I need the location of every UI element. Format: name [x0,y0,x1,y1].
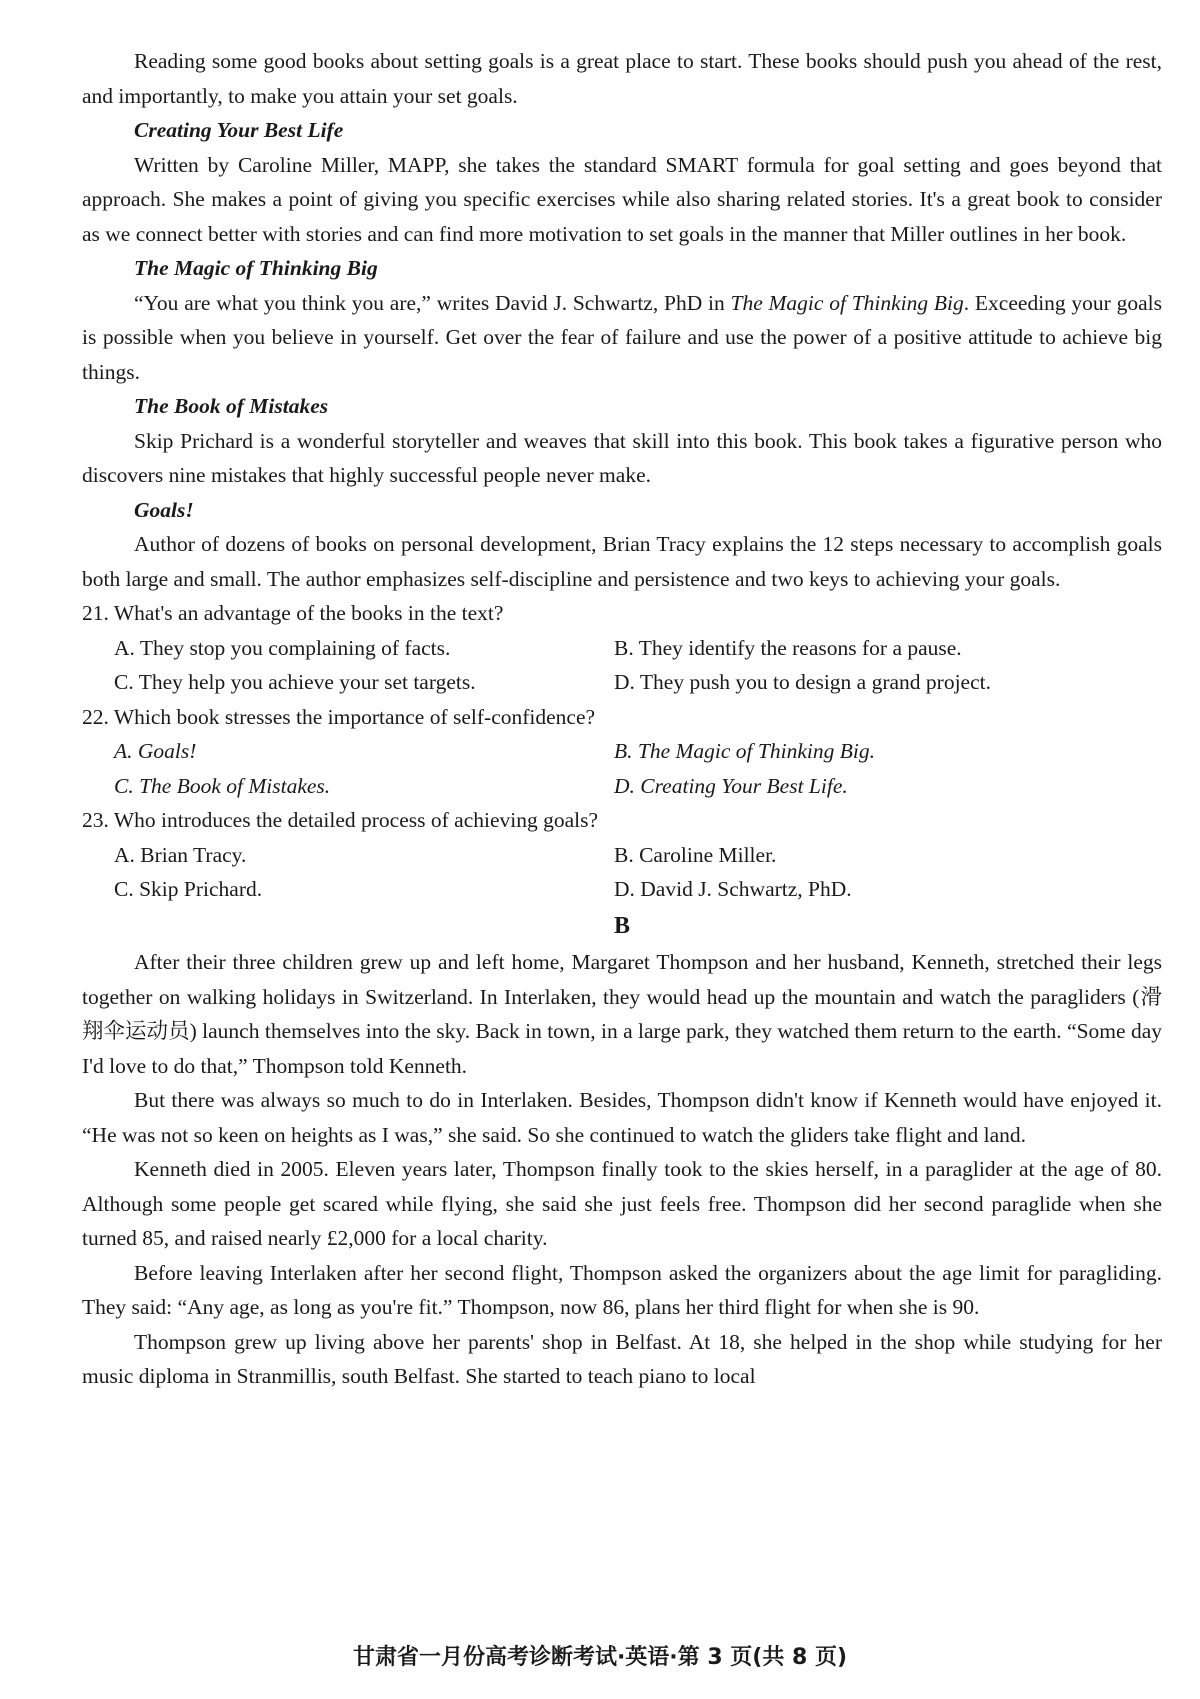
book-desc-magic-of-thinking-big [82,286,1162,390]
section-b-heading: B [613,912,630,939]
option-21-b[interactable]: B. They identify the reasons for a pause. [614,635,962,660]
question-22-stem: 22. Which book stresses the importance of self-confidence? [82,704,596,729]
page-content [82,44,1162,1394]
book-title-book-of-mistakes: The Book of Mistakes [134,394,329,418]
question-21-stem: 21. What's an advantage of the books in the text? [82,601,504,625]
book-desc-creating-your-best-life: Written by Caroline Miller, MAPP, she takes the standard SMART formula for goal setting and goes beyond that approach. She makes a point of giving you specific exercises while also sharing related stories. It's a great book to consider as we connect better with stories and can find more motivation to set goals in the manner that Miller outlines in her book. [82,152,1162,246]
option-23-a[interactable]: A. Brian Tracy. [114,842,247,867]
option-23-b[interactable]: B. Caroline Miller. [614,842,777,867]
question-22-options [114,734,1162,803]
book-desc-book-of-mistakes: Skip Prichard is a wonderful storyteller and weaves that skill into this book. This book takes a figurative person who discovers nine mistakes that highly successful people never make. [82,428,1162,487]
option-22-c[interactable]: C. The Book of Mistakes. [114,773,331,798]
book-title-goals: Goals! [134,497,194,522]
question-23-options [114,838,1162,907]
page-footer: 甘肃省一月份高考诊断考试·英语·第 3 页(共 8 页) [352,1645,848,1670]
option-22-d[interactable]: D. Creating Your Best Life. [614,773,848,798]
option-21-d[interactable]: D. They push you to design a grand project. [614,670,991,694]
desc-text-start: “You are what you think you are,” writes David J. Schwartz, PhD in [134,290,731,315]
book-desc-goals: Author of dozens of books on personal development, Brian Tracy explains the 12 steps necessary to accomplish goals both large and small. The author emphasizes self-discipline and persistence and two keys to achieving your goals. [82,532,1162,591]
passage-b-paragraph-5: Thompson grew up living above her parents' shop in Belfast. At 18, she helped in the shop while studying for her music diploma in Stranmillis, south Belfast. She started to teach piano to local [82,1329,1162,1388]
desc-book-title: The Magic of Thinking Big [730,290,964,315]
book-title-creating-your-best-life: Creating Your Best Life [134,118,344,142]
passage-b-paragraph-1: After their three children grew up and left home, Margaret Thompson and her husband, Kenneth, stretched their legs together on walking holidays in Switzerland. In Interlaken, they would head up the mountain and watch the paragliders (滑翔伞运动员) launch themselves into the sky. Back in town, in a large park, they watched them return to the earth. “Some day I'd love to do that,” Thompson told Kenneth. [82,950,1162,1078]
option-22-a[interactable]: A. Goals! [114,739,197,763]
question-21-options [114,631,1162,700]
option-21-c[interactable]: C. They help you achieve your set targets. [114,670,476,694]
option-23-d[interactable]: D. David J. Schwartz, PhD. [614,877,852,901]
passage-b-paragraph-4: Before leaving Interlaken after her second flight, Thompson asked the organizers about the age limit for paragliding. They said: “Any age, as long as you're fit.” Thompson, now 86, plans her third flight for when she is 90. [82,1260,1162,1319]
passage-b-paragraph-3: Kenneth died in 2005. Eleven years later, Thompson finally took to the skies herself, in a paraglider at the age of 80. Although some people get scared while flying, she said she just feels free. Thompson did her second paraglide when she turned 85, and raised nearly £2,000 for a local charity. [82,1157,1162,1250]
passage-b-paragraph-2: But there was always so much to do in Interlaken. Besides, Thompson didn't know if Kenneth would have enjoyed it. “He was not so keen on heights as I was,” she said. So she continued to watch the gliders take flight and land. [82,1088,1162,1147]
option-22-b[interactable]: B. The Magic of Thinking Big. [614,739,875,763]
option-21-a[interactable]: A. They stop you complaining of facts. [114,635,451,660]
book-title-magic-of-thinking-big: The Magic of Thinking Big [134,256,378,280]
passage-a-intro: Reading some good books about setting goals is a great place to start. These books should push you ahead of the rest, and importantly, to make you attain your set goals. [82,49,1162,108]
desc-text-end: . Exceeding your goals is possible when you believe in yourself. Get over the fear of failure and use the power of a positive attitude to achieve big things. [82,290,1162,384]
option-23-c[interactable]: C. Skip Prichard. [114,877,263,901]
question-23-stem: 23. Who introduces the detailed process of achieving goals? [82,808,599,832]
